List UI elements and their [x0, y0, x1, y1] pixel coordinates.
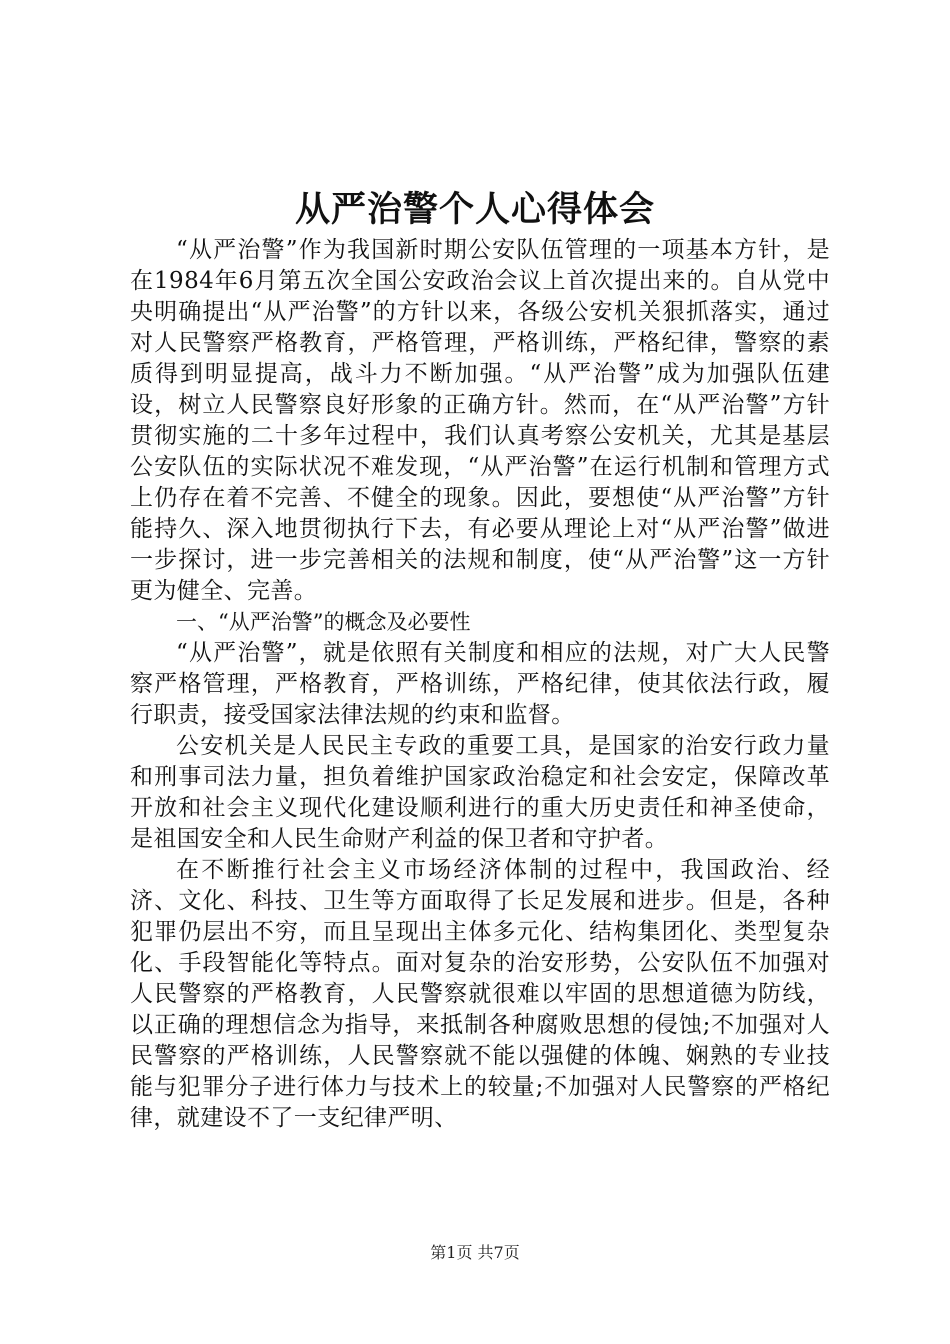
- page-footer: 第1页 共7页: [430, 1243, 520, 1262]
- document-title: 从严治警个人心得体会: [294, 189, 655, 230]
- section-heading: 一、“从严治警”的概念及必要性: [176, 610, 471, 634]
- paragraph-public-security: 公安机关是人民民主专政的重要工具，是国家的治安行政力量和刑事司法力量，担负着维护国家政治稳定和社会安定，保障改革开放和社会主义现代化建设顺利进行的重大历史责任和神圣使命，是祖国安全和人民生命财产利益的保卫者和守护者。: [130, 733, 830, 852]
- document-page: [130, 185, 830, 1134]
- paragraph-necessity: 在不断推行社会主义市场经济体制的过程中，我国政治、经济、文化、科技、卫生等方面取得了长足发展和进步。但是，各种犯罪仍层出不穷，而且呈现出主体多元化、结构集团化、类型复杂化、手段智能化等特点。面对复杂的治安形势，公安队伍不加强对人民警察的严格教育，人民警察就很难以牢固的思想道德为防线，以正确的理想信念为指导，来抵制各种腐败思想的侵蚀;不加强对人民警察的严格训练，人民警察就不能以强健的体魄、娴熟的专业技能与犯罪分子进行体力与技术上的较量;不加强对人民警察的严格纪律，就建设不了一支纪律严明、: [130, 857, 830, 1131]
- paragraph-intro: “从严治警”作为我国新时期公安队伍管理的一项基本方针，是在1984年6月第五次全国公安政治会议上首次提出来的。自从党中央明确提出“从严治警”的方针以来，各级公安机关狠抓落实，通过对人民警察严格教育，严格管理，严格训练，严格纪律，警察的素质得到明显提高，战斗力不断加强。“从严治警”成为加强队伍建设，树立人民警察良好形象的正确方针。然而，在“从严治警”方针贯彻实施的二十多年过程中，我们认真考察公安机关，尤其是基层公安队伍的实际状况不难发现，“从严治警”在运行机制和管理方式上仍存在着不完善、不健全的现象。因此，要想使“从严治警”方针能持久、深入地贯彻执行下去，有必要从理论上对“从严治警”做进一步探讨，进一步完善相关的法规和制度，使“从严治警”这一方针更为健全、完善。: [130, 237, 830, 604]
- paragraph-definition: “从严治警”，就是依照有关制度和相应的法规，对广大人民警察严格管理，严格教育，严格训练，严格纪律，使其依法行政，履行职责，接受国家法律法规的约束和监督。: [130, 640, 830, 728]
